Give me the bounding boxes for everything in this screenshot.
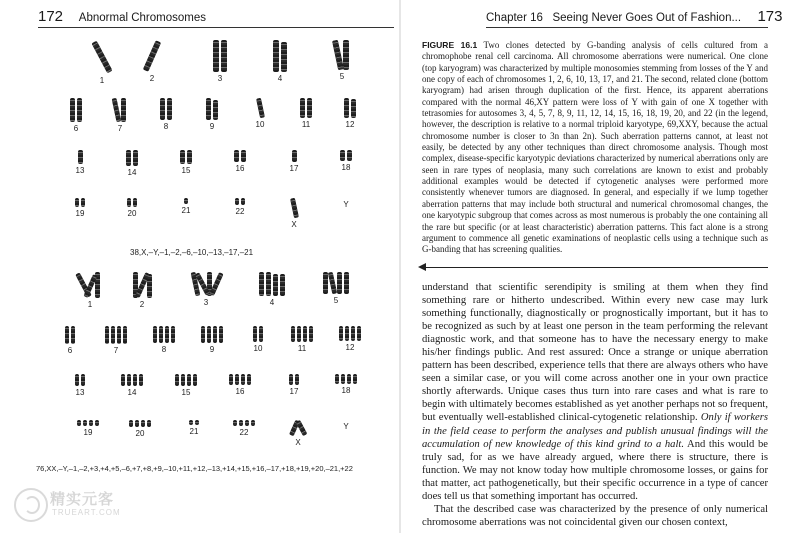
chromosome-pair [252, 40, 308, 83]
chromosome-label: 15 [181, 166, 191, 175]
right-running-head-title: Chapter 16 Seeing Never Goes Out of Fashion... [486, 12, 742, 24]
left-running-head [38, 8, 394, 26]
chromosome-label: Y [343, 422, 349, 431]
chromosome-label: 2 [139, 300, 145, 309]
chromosome-label: 18 [341, 386, 351, 395]
chromosome-label: 8 [161, 345, 167, 354]
chromosome-label: 2 [149, 74, 155, 83]
chromosome-label: X [291, 220, 297, 229]
chromosome-label: 13 [75, 166, 85, 175]
chromosome-label: 6 [67, 346, 73, 355]
watermark-subtext: TRUEART.COM [52, 508, 121, 517]
header-rule [486, 27, 768, 28]
body-text-span: And this would be truly sad, for as we have already argued, where there is structure, there is function. We may not know today how multiple chromosome losses, or gains for that matter, act pathogenetically, but their specific occurrence in a type of cancer does tell us that something important has occurred. [422, 438, 768, 502]
chromosome-label: 1 [99, 76, 105, 85]
chromosome-label: 20 [127, 209, 137, 218]
chromosome-pair [74, 40, 130, 85]
chromosome-label: 12 [345, 343, 355, 352]
watermark-logo [14, 484, 124, 524]
right-running-head [486, 8, 783, 26]
figure-label: FIGURE 16.1 [422, 40, 478, 50]
chromosome-label: 4 [277, 74, 283, 83]
chromosome-label: 1 [87, 300, 93, 309]
chromosome-label: 7 [117, 124, 123, 133]
arrow-left-icon [418, 263, 426, 271]
chromosome-pair [124, 40, 180, 83]
chromosome-label: 7 [113, 346, 119, 355]
chromosome-label: 11 [301, 120, 311, 129]
body-paragraph: That the described case was characterized by the presence of only numerical chromosome aberrations was not coincidental given our chosen context, [422, 503, 768, 528]
chromosome-label: 5 [339, 72, 345, 81]
chromosome-label: 21 [189, 427, 199, 436]
chromosome-pair [314, 40, 370, 81]
chromosome-label: 9 [209, 345, 215, 354]
chromosome-label: 13 [75, 388, 85, 397]
chromosome-label: 15 [181, 388, 191, 397]
chromosome-label: 21 [181, 206, 191, 215]
chromosome-label: 5 [333, 296, 339, 305]
chromosome-label: 10 [253, 344, 263, 353]
chromosome-label: 19 [75, 209, 85, 218]
chromosome-label: 19 [83, 428, 93, 437]
chromosome-label: 22 [239, 428, 249, 437]
figure-caption-text: Two clones detected by G-banding analysis of cells cultured from a chromophobe renal cell carcinoma. All chromosome aberrations were numerical. One clone (top karyogram) was characterized by multiple monosomies stemming from losses of the Y and one copy of each of chromosomes 1, 2, 6, 10, 13, 17, and 21. The second, related clone (bottom karyogram) had arisen through duplication of the first. Hence, its apparent aberrations compared with the normal 46,XY pattern were loss of Y with gain of one X together with tetrasomies for autosomes 3, 4, 5, 7, 8, 9, 11, 12, 14, 15, 16, 18, 19, 20, and 22 (in the legend, however, the description is relative to a normal triploid karyotype, 69,XXY, because the actual chromosome number is closer to 3n than 2n). Such aberration patterns cannot, at least not easily, be detected by any other techniques than direct chromosome analysis. Though most complex, disease-specific karyotypic deviations characterized by numerical aberrations only are seen in rare types of neoplasia, many such correlations are known to exist and probably additional examples would be detected if cytogenetic analyses were performed more consistently whenever tumors are diagnosed. In general, and especially if we lump together aberration patterns that may include both structural and numerical chromosomal changes, the one karyotypic subgroup that comes across as most numerous is probably the one containing all the rare but specific (or at least characteristic) aberration patterns. This fact alone is a strong argument to commence all genetic examinations of neoplastic cells using a technique such as G-banding that has screening qualities. [422, 40, 768, 255]
left-page-number: 172 [38, 8, 64, 25]
chromosome-label: X [295, 438, 301, 447]
caption-divider [422, 267, 768, 268]
karyotype-formula-top: 38,X,–Y,–1,–2,–6,–10,–13,–17,–21 [130, 248, 254, 257]
figure-caption [422, 40, 768, 256]
chromosome-label: 14 [127, 168, 137, 177]
chromosome-label: 16 [235, 164, 245, 173]
chromosome-label: 14 [127, 388, 137, 397]
header-rule [38, 27, 394, 28]
karyotype-formula-bottom: 76,XX,–Y,–1,–2,+3,+4,+5,–6,+7,+8,+9,–10,+11,+12,–13,+14,+15,+16,–17,+18,+19,+20,–21,+22 [36, 464, 353, 473]
chromosome-label: 4 [269, 298, 275, 307]
left-running-head-title: Abnormal Chromosomes [78, 12, 206, 24]
chromosome-label: 18 [341, 163, 351, 172]
chromosome-label: 16 [235, 387, 245, 396]
body-text [422, 281, 768, 529]
body-text-italic: Only if workers in the field cease to perform the analyses and publish unusual findings will the accumulation of new knowledge of this kind grind to a halt. [422, 412, 768, 450]
chromosome-label: 9 [209, 122, 215, 131]
chromosome-label: 10 [255, 120, 265, 129]
chromosome-label: 20 [135, 429, 145, 438]
right-page-number: 173 [757, 8, 783, 25]
chromosome-label: 11 [297, 344, 307, 353]
chromosome-label: 3 [217, 74, 223, 83]
chromosome-label: 17 [289, 387, 299, 396]
right-page [400, 0, 800, 533]
karyogram-top [40, 40, 380, 270]
chromosome-label: 12 [345, 120, 355, 129]
chromosome-label: 8 [163, 122, 169, 131]
watermark-text: 精实元客 [50, 490, 115, 508]
chromosome-label: 17 [289, 164, 299, 173]
body-text-span: understand that scientific serendipity is smiling at them when they find something rare or hitherto undescribed. Within every new case may lurk something functionally, diagnostically or prognostically important, but it has to be recognized as such by at least one person in the team performing the relevant diagnostic work, and that someone has to have the necessary energy to make his/her findings public. And rest assured: Once a strange or unique aberration pattern has been described, experience tells that there are always others who have seen a similar case, or you will come across another one in your own practice shortly afterwards. Unique cases thus turn into rare cases and what is rare to begin with ultimately becomes established as yet another perhaps not so frequent, but eventually well-established clinical-cytogenetic relationship. [422, 282, 768, 424]
chromosome-pair [192, 40, 248, 83]
chromosome-label: 6 [73, 124, 79, 133]
watermark-icon [14, 488, 48, 522]
chromosome-label: Y [343, 200, 349, 209]
chromosome-label: 22 [235, 207, 245, 216]
body-paragraph [422, 281, 768, 503]
chromosome-label: 3 [203, 298, 209, 307]
